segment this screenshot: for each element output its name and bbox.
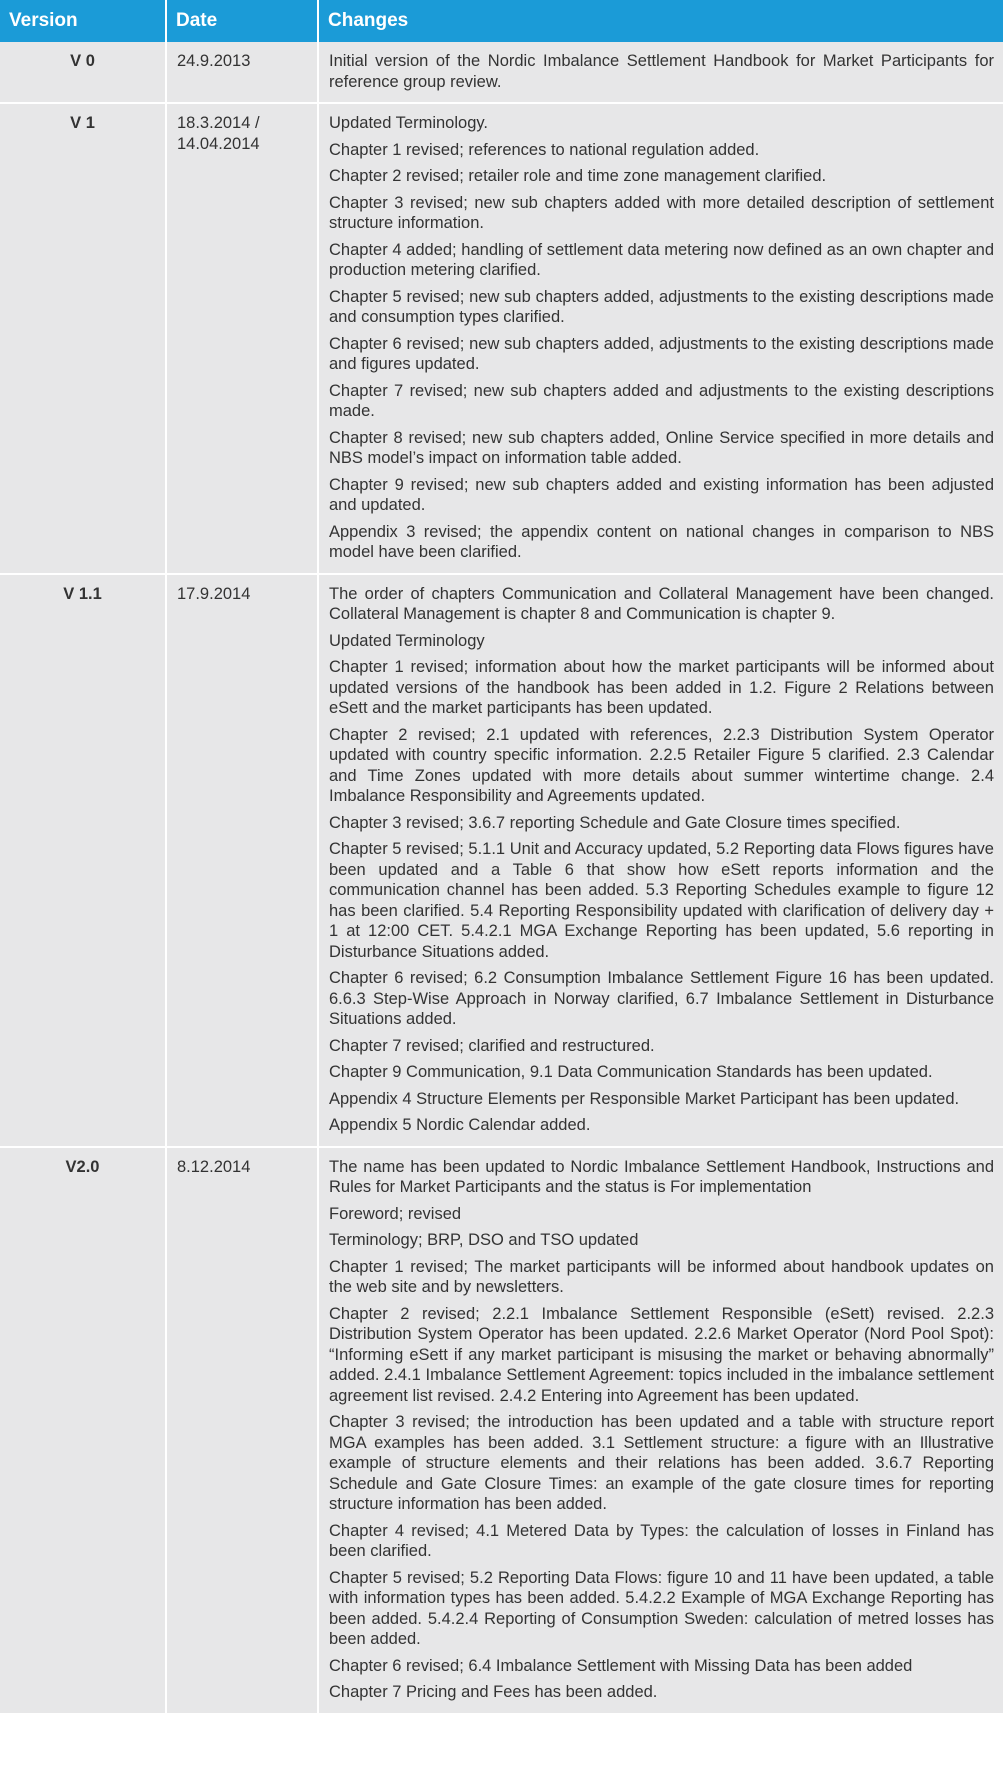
change-entry: Appendix 5 Nordic Calendar added.: [329, 1116, 591, 1134]
header-changes: Changes: [318, 0, 1003, 42]
date-line: 24.9.2013: [177, 52, 251, 70]
changes-cell: [318, 103, 1003, 574]
change-entry: Chapter 8 revised; new sub chapters added, Online Service specified in more details and NBS model’s impact on information table added.: [329, 428, 994, 467]
date-cell: [166, 574, 318, 1147]
change-entry: Chapter 6 revised; 6.2 Consumption Imbalance Settlement Figure 16 has been updated. 6.6.3 Step-Wise Approach in Norway clarified, 6.7 Imbalance Settlement in Disturbance Situations added.: [329, 969, 994, 1028]
change-entry: Chapter 7 Pricing and Fees has been added.: [329, 1683, 658, 1701]
date-line: 8.12.2014: [177, 1157, 251, 1176]
header-row: [0, 0, 1003, 42]
change-entry: Updated Terminology: [329, 631, 485, 650]
change-entry: Chapter 2 revised; 2.1 updated with references, 2.2.3 Distribution System Operator updated with country specific information. 2.2.5 Retailer Figure 5 clarified. 2.3 Calendar and Time Zones updated with more details about summer wintertime change. 2.4 Imbalance Responsibility and Agreements updated.: [329, 725, 994, 805]
change-entry: Chapter 3 revised; new sub chapters added with more detailed description of settlement structure information.: [329, 193, 994, 232]
changes-cell: [318, 1147, 1003, 1714]
change-entry: Chapter 6 revised; 6.4 Imbalance Settlement with Missing Data has been added: [329, 1656, 913, 1675]
change-entry: Foreword; revised: [329, 1204, 462, 1223]
change-entry: Chapter 3 revised; the introduction has been updated and a table with structure report MGA examples has been added. 3.1 Settlement structure: a figure with an Illustrative example of structure elements and their relations has been added. 3.6.7 Reporting Schedule and Gate Closure Times: an example of the gate closure times for reporting structure information has been added.: [329, 1413, 994, 1513]
version-cell: V2.0: [0, 1147, 166, 1714]
change-entry: Chapter 7 revised; clarified and restructured.: [329, 1036, 655, 1055]
change-entry: Chapter 6 revised; new sub chapters added, adjustments to the existing descriptions made and figures updated.: [329, 334, 994, 373]
date-line: 17.9.2014: [177, 584, 251, 603]
table-row: [0, 574, 1003, 1147]
changes-cell: [318, 42, 1003, 103]
change-entry: Initial version of the Nordic Imbalance Settlement Handbook for Market Participants for reference group review.: [329, 52, 994, 91]
header-date: Date: [166, 0, 318, 42]
date-cell: [166, 42, 318, 103]
change-entry: Chapter 2 revised; 2.2.1 Imbalance Settlement Responsible (eSett) revised. 2.2.3 Distribution System Operator has been updated. 2.2.6 Market Operator (Nord Pool Spot): “Informing eSett if any market participant is misusing the market or behaving abnormally” added. 2.4.1 Imbalance Settlement Agreement: topics included in the imbalance settlement agreement list revised. 2.4.2 Entering into Agreement has been updated.: [329, 1304, 994, 1405]
change-entry: The order of chapters Communication and Collateral Management have been changed. Collateral Management is chapter 8 and Communication is chapter 9.: [329, 584, 994, 623]
change-entry: Chapter 2 revised; retailer role and time zone management clarified.: [329, 167, 827, 185]
change-entry: Chapter 4 added; handling of settlement data metering now defined as an own chapter and production metering clarified.: [329, 240, 994, 279]
table-row: [0, 42, 1003, 103]
change-entry: Chapter 3 revised; 3.6.7 reporting Schedule and Gate Closure times specified.: [329, 813, 901, 832]
date-cell: [166, 1147, 318, 1714]
version-cell: V 1: [0, 103, 166, 574]
change-entry: Chapter 4 revised; 4.1 Metered Data by Types: the calculation of losses in Finland has been clarified.: [329, 1521, 994, 1560]
change-entry: Chapter 5 revised; 5.1.1 Unit and Accuracy updated, 5.2 Reporting data Flows figures have been updated and a Table 6 that show how eSett reports information and the communication channel has been added. 5.3 Reporting Schedules example to figure 12 has been clarified. 5.4 Reporting Responsibility updated with clarification of delivery day + 1 at 12:00 CET. 5.4.2.1 MGA Exchange Reporting has been updated, 5.6 reporting in Disturbance Situations added.: [329, 840, 994, 961]
date-line: 14.04.2014: [177, 134, 260, 153]
change-entry: Appendix 4 Structure Elements per Responsible Market Participant has been updated.: [329, 1089, 960, 1108]
table-row: [0, 1147, 1003, 1714]
change-entry: Updated Terminology.: [329, 114, 488, 132]
change-entry: Terminology; BRP, DSO and TSO updated: [329, 1231, 639, 1249]
version-cell: V 1.1: [0, 574, 166, 1147]
change-entry: Chapter 5 revised; 5.2 Reporting Data Flows: figure 10 and 11 have been updated, a table with information types has been added. 5.4.2.2 Example of MGA Exchange Reporting has been added. 5.4.2.4 Reporting of Consumption Sweden: calculation of metred losses has been added.: [329, 1568, 994, 1648]
date-cell: [166, 103, 318, 574]
table-row: [0, 103, 1003, 574]
version-cell: V 0: [0, 42, 166, 103]
changes-cell: [318, 574, 1003, 1147]
change-entry: Chapter 1 revised; references to national regulation added.: [329, 140, 760, 159]
change-entry: Chapter 1 revised; The market participants will be informed about handbook updates on the web site and by newsletters.: [329, 1257, 994, 1296]
change-entry: Chapter 7 revised; new sub chapters added and adjustments to the existing descriptions made.: [329, 381, 994, 420]
change-entry: Chapter 5 revised; new sub chapters added, adjustments to the existing descriptions made and consumption types clarified.: [329, 287, 994, 326]
change-entry: Appendix 3 revised; the appendix content on national changes in comparison to NBS model have been clarified.: [329, 522, 994, 561]
header-version: Version: [0, 0, 166, 42]
change-entry: Chapter 1 revised; information about how the market participants will be informed about updated versions of the handbook has been added in 1.2. Figure 2 Relations between eSett and the market participants has been updated.: [329, 658, 994, 717]
change-entry: Chapter 9 revised; new sub chapters added and existing information has been adjusted and updated.: [329, 475, 994, 514]
change-entry: The name has been updated to Nordic Imbalance Settlement Handbook, Instructions and Rules for Market Participants and the status is For implementation: [329, 1157, 994, 1196]
change-entry: Chapter 9 Communication, 9.1 Data Communication Standards has been updated.: [329, 1063, 933, 1081]
date-line: 18.3.2014 /: [177, 114, 260, 132]
